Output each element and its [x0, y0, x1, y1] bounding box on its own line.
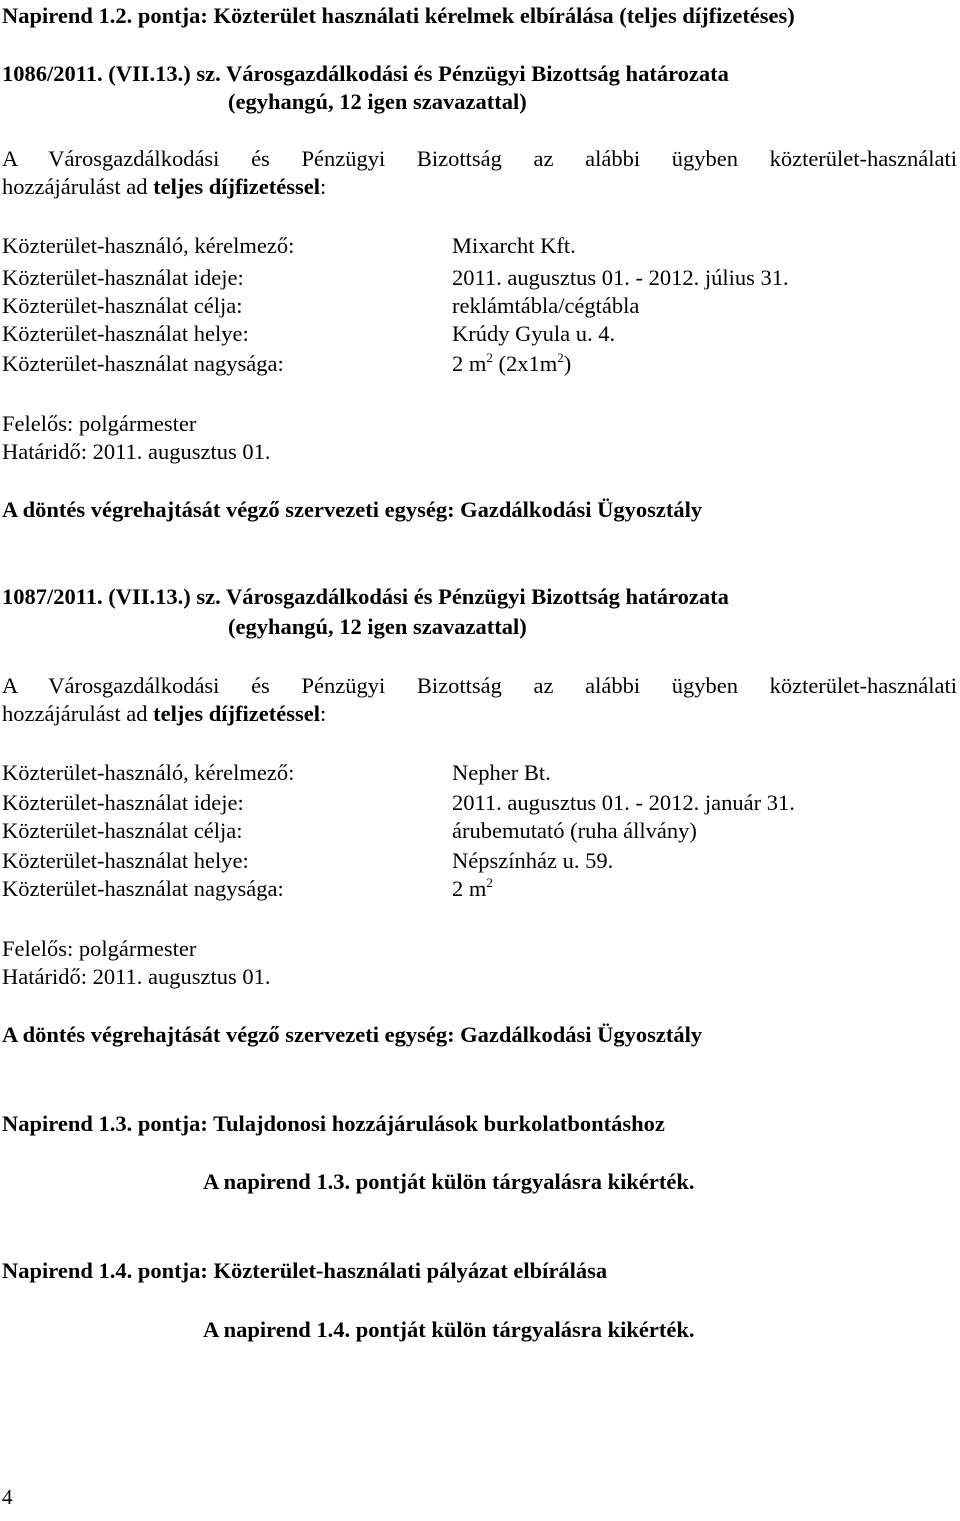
size-superscript: 2 — [486, 875, 493, 890]
size-value: 2 m — [452, 351, 487, 376]
resolution-intro-line-1: A Városgazdálkodási és Pénzügyi Bizottság az alábbi ügyben közterület-használati — [2, 146, 957, 171]
executor: A döntés végrehajtását végző szervezeti egység: Gazdálkodási Ügyosztály — [2, 497, 703, 522]
field-row-period — [2, 789, 942, 817]
size-superscript: 2 — [486, 350, 493, 365]
agenda-heading-1-4: Napirend 1.4. pontja: Közterület-használati pályázat elbírálása — [2, 1258, 608, 1283]
deadline: Határidő: 2011. augusztus 01. — [2, 439, 271, 464]
field-row-location — [2, 320, 942, 348]
field-row-size — [2, 875, 942, 903]
field-label: Közterület-használó, kérelmező: — [2, 233, 295, 258]
field-label: Közterület-használat célja: — [2, 293, 243, 318]
field-value: Mixarcht Kft. — [452, 233, 576, 258]
page-number: 4 — [2, 1485, 13, 1509]
intro-bold: teljes díjfizetéssel — [153, 174, 320, 199]
field-label: Közterület-használat ideje: — [2, 790, 244, 815]
field-value: reklámtábla/cégtábla — [452, 293, 640, 318]
resolution-title: 1086/2011. (VII.13.) sz. Városgazdálkodási és Pénzügyi Bizottság határozata — [2, 61, 729, 86]
deadline: Határidő: 2011. augusztus 01. — [2, 964, 271, 989]
field-value: Nepher Bt. — [452, 760, 551, 785]
field-row-purpose — [2, 292, 942, 320]
field-row-purpose — [2, 817, 942, 845]
resolution-intro-line-2 — [2, 173, 326, 200]
field-row-applicant — [2, 759, 942, 787]
field-value: árubemutató (ruha állvány) — [452, 818, 697, 843]
intro-plain: hozzájárulást ad — [2, 701, 154, 726]
resolution-intro-line-1: A Városgazdálkodási és Pénzügyi Bizottság az alábbi ügyben közterület-használati — [2, 673, 957, 698]
field-value: Népszínház u. 59. — [452, 848, 614, 873]
field-label: Közterület-használat célja: — [2, 818, 243, 843]
field-value: Krúdy Gyula u. 4. — [452, 321, 616, 346]
agenda-heading-1-2: Napirend 1.2. pontja: Közterület használati kérelmek elbírálása (teljes díjfizetéses) — [2, 3, 795, 28]
size-value: 2 m — [452, 876, 487, 901]
field-value: 2011. augusztus 01. - 2012. július 31. — [452, 265, 789, 290]
field-row-period — [2, 264, 942, 292]
field-label: Közterület-használat nagysága: — [2, 351, 284, 376]
field-label: Közterület-használó, kérelmező: — [2, 760, 295, 785]
field-row-location — [2, 847, 942, 875]
resolution-vote: (egyhangú, 12 igen szavazattal) — [228, 614, 527, 639]
resolution-intro-line-2 — [2, 700, 326, 727]
size-detail-end: ) — [563, 351, 572, 376]
resolution-vote: (egyhangú, 12 igen szavazattal) — [228, 89, 527, 114]
field-label: Közterület-használat helye: — [2, 321, 249, 346]
intro-end: : — [319, 174, 327, 199]
field-label: Közterület-használat nagysága: — [2, 876, 284, 901]
size-detail: (2x1m — [492, 351, 558, 376]
agenda-heading-1-3: Napirend 1.3. pontja: Tulajdonosi hozzájárulások burkolatbontáshoz — [2, 1111, 665, 1136]
size-detail-superscript: 2 — [557, 350, 564, 365]
intro-end: : — [319, 701, 327, 726]
field-label: Közterület-használat helye: — [2, 848, 249, 873]
field-row-size — [2, 350, 942, 378]
agenda-note-1-4: A napirend 1.4. pontját külön tárgyalásra kikérték. — [203, 1317, 695, 1342]
resolution-title: 1087/2011. (VII.13.) sz. Városgazdálkodási és Pénzügyi Bizottság határozata — [2, 584, 729, 609]
agenda-note-1-3: A napirend 1.3. pontját külön tárgyalásra kikérték. — [203, 1169, 695, 1194]
responsible: Felelős: polgármester — [2, 411, 197, 436]
field-value — [452, 350, 571, 377]
intro-plain: hozzájárulást ad — [2, 174, 154, 199]
responsible: Felelős: polgármester — [2, 936, 197, 961]
field-value: 2011. augusztus 01. - 2012. január 31. — [452, 790, 795, 815]
field-value — [452, 875, 493, 902]
executor: A döntés végrehajtását végző szervezeti egység: Gazdálkodási Ügyosztály — [2, 1022, 703, 1047]
field-label: Közterület-használat ideje: — [2, 265, 244, 290]
field-row-applicant — [2, 232, 942, 260]
intro-bold: teljes díjfizetéssel — [153, 701, 320, 726]
